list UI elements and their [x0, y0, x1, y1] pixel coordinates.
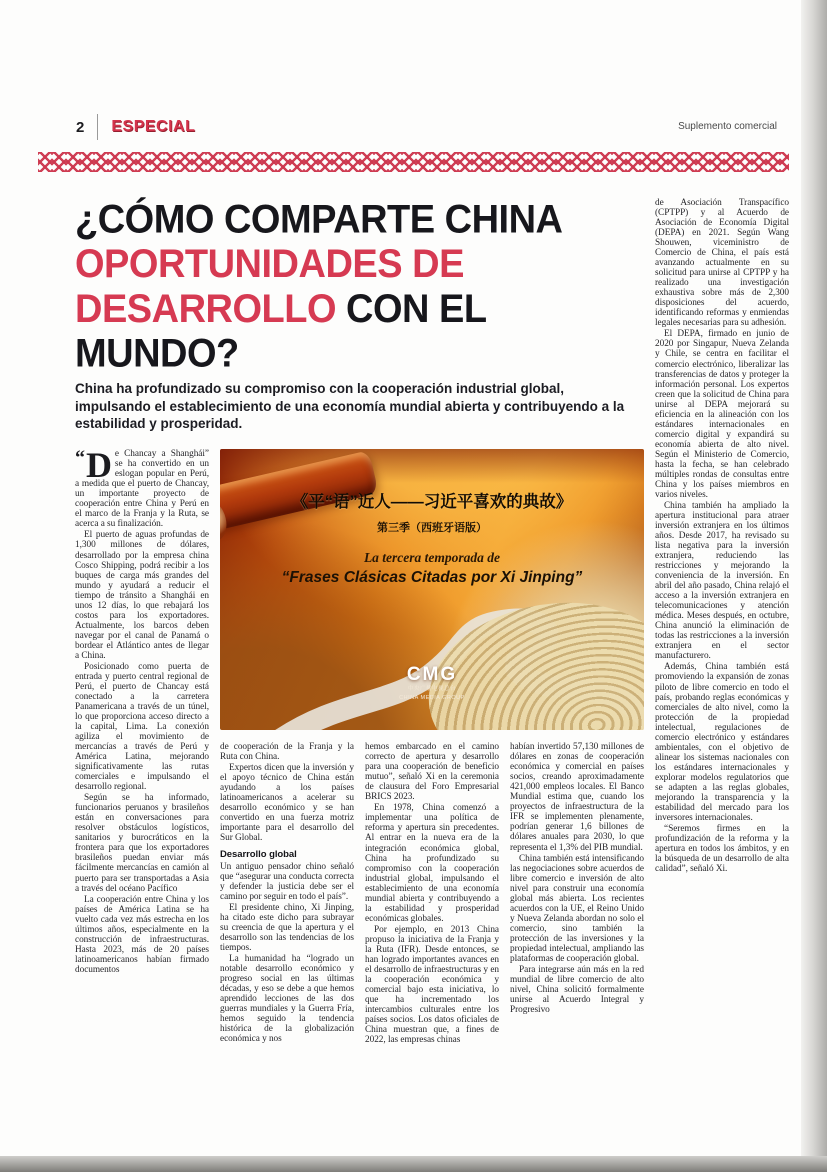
- article-paragraph: Por ejemplo, en 2013 China propuso la iniciativa de la Franja y la Ruta (IFR). Desde entonces, se han logrado importantes avances en el desarrollo de infraestructuras y en la cooperación económica y comercial bajo esta iniciativa, lo que ha incrementado los intercambios culturales entre los países socios. Los datos oficiales de China muestran que, a fines de 2022, las empresas chinas: [365, 924, 499, 1046]
- dropcap: D: [85, 445, 112, 486]
- article-paragraph: Un antiguo pensador chino señaló que “asegurar una conducta correcta y defender la justicia debe ser el camino por seguir en todo el país”.: [220, 861, 354, 902]
- standfirst: China ha profundizado su compromiso con la cooperación industrial global, impulsando el establecimiento de una economía mundial abierta y contribuyendo a la estabilidad y prosperidad.: [75, 380, 625, 432]
- article-paragraph: La cooperación entre China y los países de América Latina se ha vuelto cada vez más estrecha en los últimos años, especialmente en la construcción de infraestructuras. Hasta 2023, más de 20 países latinoamericanos habían firmado documentos: [75, 894, 209, 975]
- section-title: ESPECIAL: [111, 118, 196, 135]
- article-paragraph: “Seremos firmes en la profundización de la reforma y la apertura en todos los ámbitos, y en la búsqueda de un desarrollo de alta calidad”, señaló Xi.: [655, 823, 789, 875]
- headline: [75, 198, 644, 377]
- article-paragraph: China también está intensificando las negociaciones sobre acuerdos de libre comercio e inversión de alto nivel para construir una economía global más abierta. Los recientes acuerdos con la UE, el Reino Unido y Nueva Zelanda abordan no solo el comercio, sino también la protección de las inversiones y la propiedad intelectual, ampliando las plataformas de cooperación global.: [510, 853, 644, 964]
- article-paragraph: Posicionado como puerta de entrada y puerto central regional de Perú, el puerto de Chancay está conectado a la carretera Panamericana a través de un túnel, lo que proporciona acceso directo a la capital, Lima. La conexión agiliza el movimiento de mercancías a través de Perú y América Latina, mejorando significativamente las rutas comerciales e impulsando el desarrollo regional.: [75, 661, 209, 793]
- cmg-logo: [220, 665, 644, 702]
- feature-image: [220, 449, 644, 730]
- column-5: [655, 198, 789, 1046]
- headline-line1: ¿CÓMO COMPARTE CHINA: [75, 198, 563, 242]
- article-content: [0, 172, 801, 1046]
- article-paragraph: Además, China también está promoviendo la expansión de zonas piloto de libre comercio en todo el país, probando reglas económicas y comerciales de alto nivel, como la protección de la propiedad intelectual, regulaciones de comercio electrónico y estándares ambientales, con el objetivo de alinear los sistemas nacionales con los estándares internacionales y explorar modelos regulatorios que se adapten a las reglas globales, mejorando la transparencia y la estabilidad del mercado para los inversores internacionales.: [655, 662, 789, 823]
- decorative-braid-band: [38, 152, 789, 172]
- image-season-chinese: 第三季（西班牙语版）: [377, 521, 487, 534]
- article-paragraph: de Asociación Transpacífico (CPTPP) y al Acuerdo de Asociación de Economía Digital (DEPA) en 2021. Según Wang Shouwen, viceministro de Comercio de China, el país está avanzando actualmente en su solicitud para unirse al CPTPP y ha realizado una investigación exhaustiva sobre más de 2,300 disposiciones del acuerdo, identificando reformas y enmiendas legales necesarias para su adhesión.: [655, 198, 789, 329]
- scan-edge-right: [801, 0, 827, 1172]
- column-1: [75, 445, 209, 1046]
- article-paragraph: de cooperación de la Franja y la Ruta con China.: [220, 742, 354, 763]
- cmg-logo-english: CHINA MEDIA GROUP: [399, 695, 465, 702]
- middle-area: [220, 449, 644, 1046]
- column-2: [220, 742, 354, 1046]
- article-paragraph: Expertos dicen que la inversión y el apoyo técnico de China están ayudando a los países latinoamericanos a acelerar su desarrollo económico y se han convertido en una fuerza motriz importante para el desarrollo del Sur Global.: [220, 763, 354, 844]
- article-paragraph: En 1978, China comenzó a implementar una política de reforma y apertura sin precedentes. Al entrar en la nueva era de la integración económica global, China ha profundizado su compromiso con la cooperación industrial global, impulsando el establecimiento de una economía mundial abierta y contribuyendo a la estabilidad y prosperidad económicas globales.: [365, 803, 499, 924]
- article-paragraph: El presidente chino, Xi Jinping, ha citado este dicho para subrayar su creencia de que la apertura y el desarrollo son las tendencias de los tiempos.: [220, 903, 354, 954]
- scan-edge-bottom: [0, 1156, 827, 1172]
- headline-line3-red: DESARROLLO: [75, 287, 336, 331]
- article-paragraph: Para integrarse aún más en la red mundial de libre comercio de alto nivel, China solicitó formalmente unirse al Acuerdo Integral y Progresivo: [510, 964, 644, 1015]
- image-subtitle-spanish-1: La tercera temporada de: [363, 550, 501, 566]
- article-paragraph: [75, 445, 209, 530]
- article-paragraph: El DEPA, firmado en junio de 2020 por Singapur, Nueva Zelanda y Chile, se centra en facilitar el comercio electrónico, liberalizar las transferencias de datos y proteger la información personal. Los expertos creen que la solicitud de China para unirse al DEPA mejorará su eficiencia en la alineación con los estándares internacionales en comercio digital y expandirá su economía abierta de alto nivel. Según el Ministerio de Comercio, hasta la fecha, se han celebrado múltiples rondas de consultas entre China y los países miembros en varios niveles.: [655, 329, 789, 500]
- article-paragraph: China también ha ampliado la apertura institucional para atraer inversión extranjera en los últimos años. Desde 2017, ha revisado su lista negativa para la inversión extranjera, reduciendo las restricciones y mejorando la conveniencia de la inversión. En abril del año pasado, China relajó el acceso a la inversión extranjera en telecomunicaciones y atención médica. Meses después, en octubre, China anunció la eliminación de todas las restricciones a la inversión extranjera en el sector manufacturero.: [655, 500, 789, 662]
- body-columns: [75, 445, 644, 1046]
- paragraph-text: e Chancay a Shanghái” se ha convertido en un eslogan popular en Perú, a medida que el puerto de Chancay, un importante proyecto de cooperación entre China y Perú en el marco de la Franja y la Ruta, se acerca a su finalización.: [75, 449, 209, 530]
- page-header: [0, 112, 801, 142]
- supplement-label: Suplemento comercial: [678, 121, 777, 132]
- article-paragraph: Según se ha informado, funcionarios peruanos y brasileños están en conversaciones para resolver obstáculos logísticos, sanitarios y burocráticos en la frontera para que los exportadores brasileños puedan enviar más fácilmente mercancías en camión al puerto para ser transportadas a Asia a través del océano Pacífico: [75, 793, 209, 894]
- headline-line2: OPORTUNIDADES DE: [75, 242, 464, 287]
- image-title-chinese: 《平“语”近人——习近平喜欢的典故》: [291, 493, 573, 512]
- main-area: [75, 198, 644, 1046]
- image-subtitle-spanish-2: “Frases Clásicas Citadas por Xi Jinping”: [281, 569, 583, 587]
- page-number: 2: [76, 118, 85, 136]
- article-paragraph: habían invertido 57,130 millones de dólares en zonas de cooperación económica y comercial en países socios, creando aproximadamente 421,000 empleos locales. El Banco Mundial estima que, cuando los proyectos de infraestructura de la IFR se implementen plenamente, podrían generar 1,6 billones de dólares anuales para 2030, lo que representa el 1,3% del PIB mundial.: [510, 742, 644, 853]
- article-paragraph: La humanidad ha “logrado un notable desarrollo económico y progreso social en las últimas décadas, y eso se debe a que hemos aprendido lecciones de las dos guerras mundiales y la Guerra Fría, hemos seguido la tendencia histórica de la globalización económica y nos: [220, 954, 354, 1045]
- column-3: [365, 742, 499, 1046]
- subheading-desarrollo-global: Desarrollo global: [220, 848, 297, 860]
- cmg-logo-chinese: 中央广播电视总台: [407, 685, 456, 692]
- column-4: [510, 742, 644, 1046]
- opening-quote-mark: “: [75, 447, 85, 470]
- header-divider: [97, 114, 98, 140]
- article-paragraph: hemos embarcado en el camino correcto de apertura y desarrollo para una cooperación de beneficio mutuo”, señaló Xi en la ceremonia de clausura del Foro Empresarial BRICS 2023.: [365, 742, 499, 803]
- article-paragraph: El puerto de aguas profundas de 1,300 millones de dólares, desarrollado por la empresa china Cosco Shipping, podrá recibir a los buques de carga más grandes del mundo y ayudará a reducir el tiempo de tránsito a Shanghái en unos 12 días, lo que rebajará los costos para los exportadores. Actualmente, los barcos deben navegar por el canal de Panamá o bordear el Atlántico antes de llegar a China.: [75, 530, 209, 661]
- middle-columns: [220, 742, 644, 1046]
- headline-line3-dark: CON EL MUNDO?: [75, 287, 486, 376]
- cmg-logo-text: CMG: [406, 663, 458, 685]
